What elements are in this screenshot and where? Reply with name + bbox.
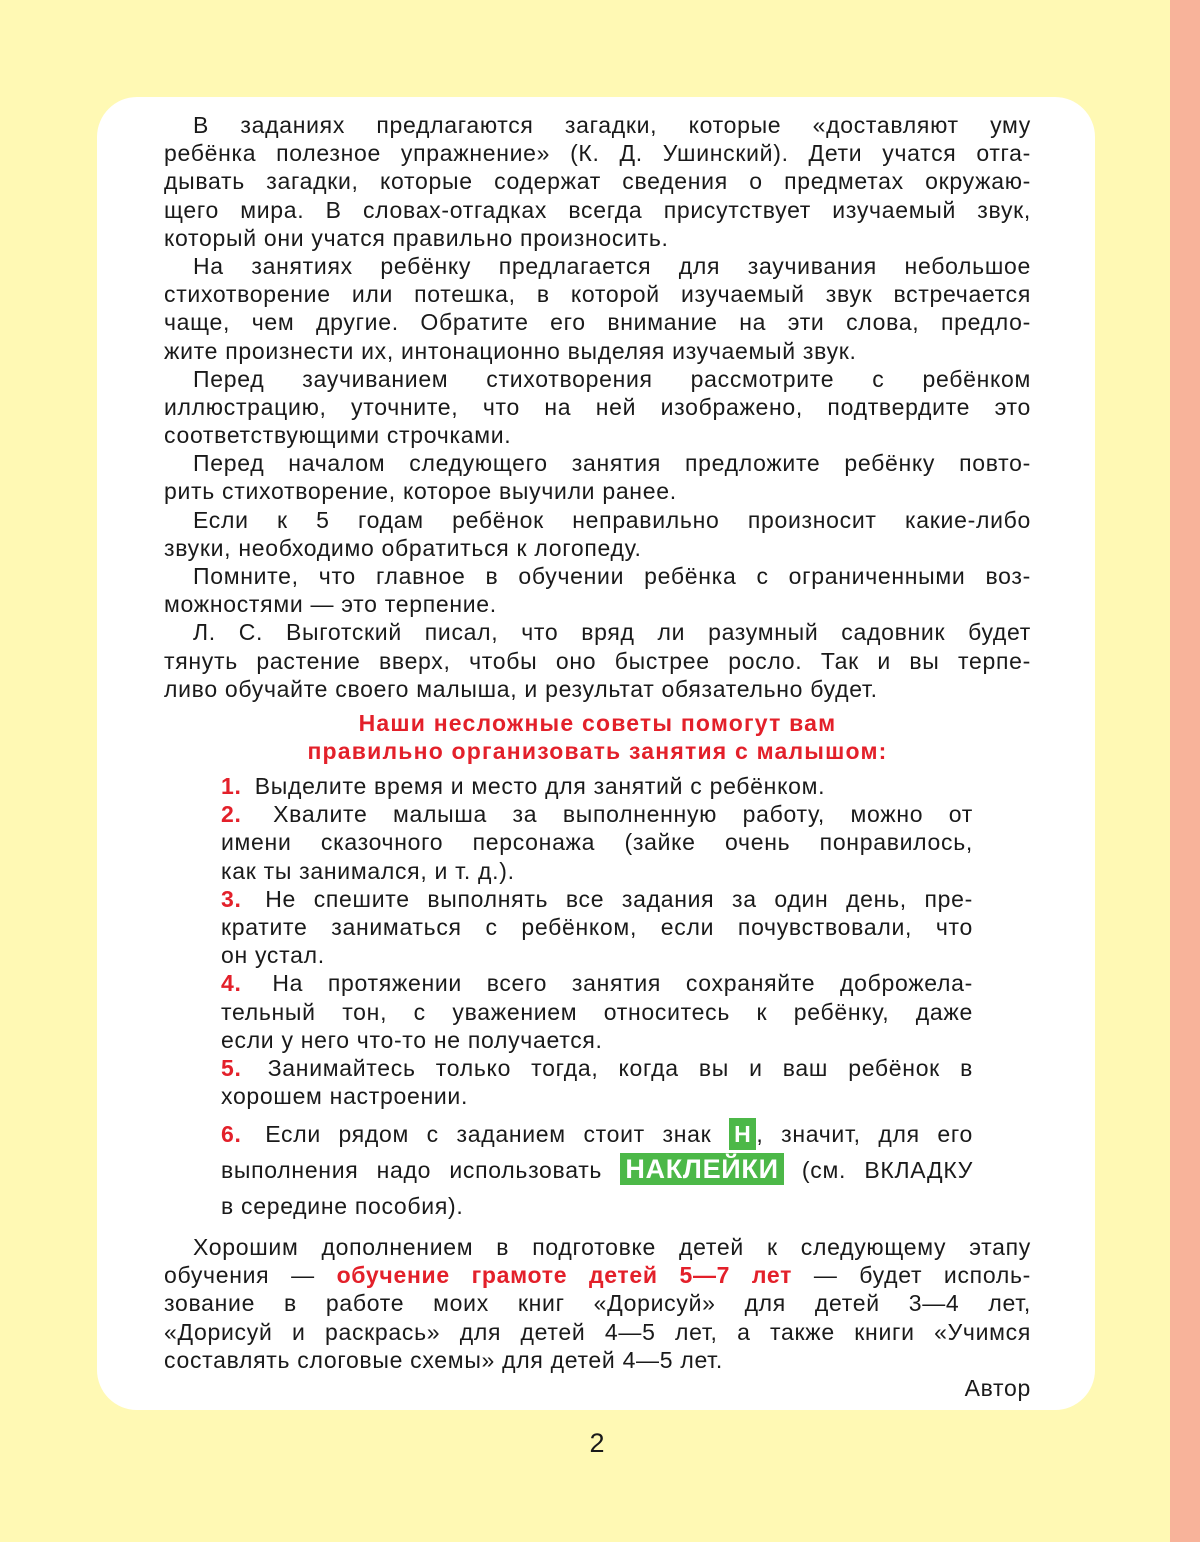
tip-number: 3.	[221, 885, 242, 912]
text-line: зование в работе моих книг «Дорисуй» для детей 3—4 лет,	[164, 1290, 1031, 1317]
text-line: который они учатся правильно произносить.	[164, 224, 669, 251]
tip-text: Занимайтесь только тогда, когда вы и ваш ребёнок в	[267, 1054, 973, 1081]
text-line: Хорошим дополнением в подготовке детей к следующему этапу	[193, 1234, 1031, 1260]
text-line: составлять слоговые схемы» для детей 4—5 лет.	[164, 1346, 723, 1373]
tip-text: в середине пособия).	[221, 1193, 464, 1219]
text-line: «Дорисуй и раскрась» для детей 4—5 лет, а также книги «Учимся	[164, 1318, 1031, 1345]
text-line: ребёнка полезное упражнение» (К. Д. Ушинский). Дети учатся отга-	[164, 140, 1031, 167]
author-signature: Автор	[964, 1374, 1031, 1401]
text-line: рить стихотворение, которое выучили ранее.	[164, 478, 677, 505]
tip-item-6	[221, 1116, 973, 1224]
text-line: щего мира. В словах-отгадках всегда присутствует изучаемый звук,	[164, 196, 1031, 223]
text-line: Если к 5 годам ребёнок неправильно произносит какие-либо	[193, 506, 1031, 533]
tip-number: 2.	[221, 801, 242, 828]
tip-item-4	[221, 969, 973, 1054]
tip-number: 1.	[221, 773, 242, 799]
text-line: стихотворение или потешка, в которой изучаемый звук встречается	[164, 281, 1031, 308]
tip-text: Не спешите выполнять все задания за один день, пре-	[265, 885, 973, 912]
text-line: иллюстрацию, уточните, что на ней изображено, подтвердите это	[164, 393, 1031, 420]
tip-text: , значит, для его	[756, 1121, 973, 1147]
heading-line: Наши несложные советы помогут вам	[358, 710, 837, 736]
page-number: 2	[589, 1428, 605, 1458]
text-line: дывать загадки, которые содержат сведения о предметах окружаю-	[164, 168, 1031, 195]
text-line: обучения —	[164, 1262, 315, 1289]
text-line: Перед началом следующего занятия предложите ребёнку повто-	[193, 450, 1031, 477]
tip-text: он устал.	[221, 942, 325, 969]
tip-text: тельный тон, с уважением относитесь к ребёнку, даже	[221, 998, 973, 1025]
tip-text: как ты занимался, и т. д.).	[221, 857, 515, 884]
heading-line: правильно организовать занятия с малышом:	[307, 738, 888, 765]
intro-text	[164, 111, 1031, 703]
page-edge-stripe	[1170, 0, 1200, 1542]
tip-item-2	[221, 800, 973, 885]
tip-text: выполнения надо использовать	[221, 1157, 603, 1183]
text-line: На занятиях ребёнку предлагается для заучивания небольшое	[193, 252, 1031, 279]
closing-paragraph	[164, 1233, 1031, 1402]
text-line: Перед заучиванием стихотворения рассмотрите с ребёнком	[193, 365, 1031, 392]
text-line: ливо обучайте своего малыша, и результат обязательно будет.	[164, 675, 878, 702]
highlighted-title: обучение грамоте детей 5—7 лет	[336, 1262, 793, 1289]
text-line: Л. С. Выготский писал, что вряд ли разумный садовник будет	[193, 619, 1031, 646]
tip-text: На протяжении всего занятия сохраняйте доброжела-	[272, 970, 973, 997]
tip-item-5	[221, 1054, 973, 1110]
tip-number: 5.	[221, 1054, 242, 1081]
tip-text: если у него что-то не получается.	[221, 1026, 603, 1053]
text-line: Помните, что главное в обучении ребёнка с ограниченными воз-	[193, 563, 1031, 589]
stickers-badge: НАКЛЕЙКИ	[620, 1153, 783, 1185]
text-line: жите произнести их, интонационно выделяя изучаемый звук.	[164, 337, 857, 364]
tip-text: Выделите время и место для занятий с ребёнком.	[254, 773, 826, 799]
tip-text: хорошем настроении.	[221, 1083, 469, 1110]
text-line: соответствующими строчками.	[164, 422, 512, 449]
tip-text: кратите заниматься с ребёнком, если почувствовали, что	[221, 913, 973, 940]
tip-item-3	[221, 885, 973, 970]
tip-item-1	[221, 772, 973, 800]
tip-text: Если рядом с заданием стоит знак	[265, 1121, 712, 1147]
text-line: можностями — это терпение.	[164, 591, 497, 618]
tips-list	[221, 772, 973, 1110]
text-line: звуки, необходимо обратиться к логопеду.	[164, 534, 642, 561]
tip-number: 4.	[221, 970, 242, 997]
tip-number: 6.	[221, 1121, 242, 1147]
tip-text: (см. ВКЛАДКУ	[801, 1157, 973, 1183]
tip-text: имени сказочного персонажа (зайке очень понравилось,	[221, 829, 973, 856]
text-line: чаще, чем другие. Обратите его внимание на эти слова, предло-	[164, 309, 1031, 336]
tips-heading	[164, 709, 1031, 765]
text-line: В заданиях предлагаются загадки, которые «доставляют уму	[193, 112, 1031, 138]
tip-text: Хвалите малыша за выполненную работу, можно от	[273, 801, 973, 828]
sticker-sign-badge: Н	[729, 1118, 756, 1150]
text-line: — будет исполь-	[813, 1262, 1031, 1289]
text-line: тянуть растение вверх, чтобы оно быстрее росло. Так и вы терпе-	[164, 647, 1031, 674]
